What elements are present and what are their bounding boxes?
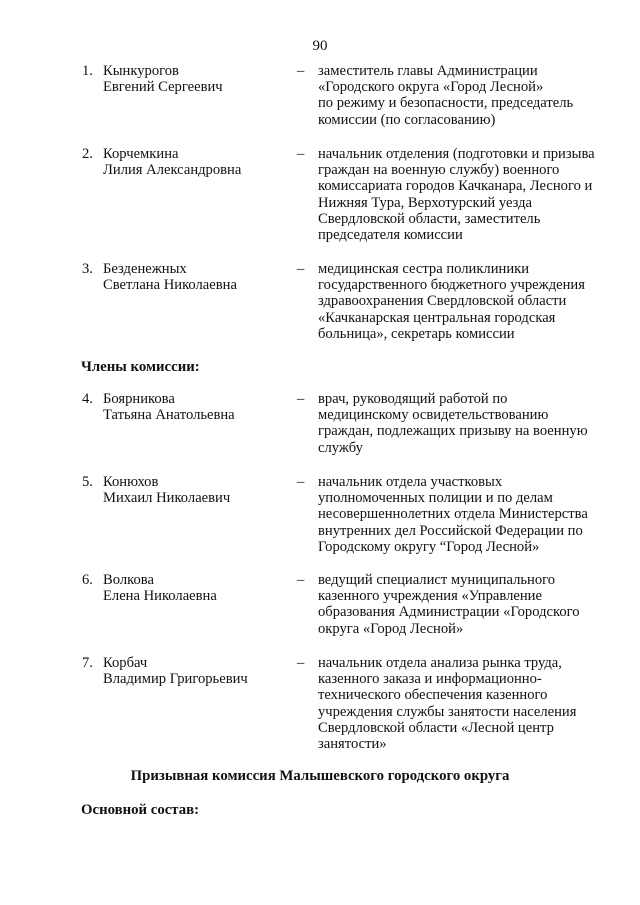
- role-line: начальник отделения (подготовки и призыва: [318, 146, 595, 162]
- main-composition-heading: Основной состав:: [81, 802, 200, 818]
- entry-number: 3.: [82, 261, 93, 277]
- role-line: службу: [318, 439, 363, 456]
- entry-number: 4.: [82, 391, 93, 407]
- member-entry-6: [0, 572, 640, 642]
- role-line: занятости»: [318, 736, 387, 753]
- member-role: [318, 261, 618, 342]
- role-line: по режиму и безопасности, председатель: [318, 95, 574, 112]
- member-surname: Боярникова: [103, 391, 175, 407]
- member-given-names: Елена Николаевна: [103, 588, 217, 605]
- member-name: [103, 474, 293, 506]
- role-line: внутренних дел Российской Федерации по: [318, 522, 583, 539]
- commission-title: Призывная комиссия Малышевского городского округа: [130, 768, 510, 784]
- member-role: [318, 474, 618, 555]
- member-given-names: Владимир Григорьевич: [103, 671, 248, 688]
- member-surname: Корчемкина: [103, 146, 179, 162]
- member-entry-2: [0, 146, 640, 246]
- page-number: 90: [312, 38, 328, 54]
- role-line: казенного заказа и информационно-: [318, 671, 542, 688]
- role-line: казенного учреждения «Управление: [318, 588, 542, 605]
- entry-dash: –: [297, 572, 305, 588]
- role-line: больница», секретарь комиссии: [318, 325, 515, 342]
- entry-number: 6.: [82, 572, 93, 588]
- role-line: граждан на военную службу) военного: [318, 162, 560, 179]
- role-line: начальник отдела анализа рынка труда,: [318, 655, 562, 671]
- role-line: уполномоченных полиции и по делам: [318, 490, 553, 507]
- member-surname: Конюхов: [103, 474, 159, 490]
- member-surname: Безденежных: [103, 261, 187, 277]
- member-given-names: Светлана Николаевна: [103, 277, 237, 294]
- member-name: [103, 391, 293, 423]
- entry-dash: –: [297, 655, 305, 671]
- member-name: [103, 146, 293, 178]
- member-entry-7: [0, 655, 640, 755]
- entry-number: 7.: [82, 655, 93, 671]
- member-surname: Корбач: [103, 655, 148, 671]
- role-line: технического обеспечения казенного: [318, 687, 548, 704]
- member-entry-5: [0, 474, 640, 559]
- role-line: Нижняя Тура, Верхотурский уезда: [318, 194, 533, 211]
- role-line: «Качканарская центральная городская: [318, 309, 556, 326]
- role-line: округа «Город Лесной»: [318, 620, 464, 637]
- role-line: ведущий специалист муниципального: [318, 572, 556, 588]
- member-role: [318, 63, 618, 128]
- role-line: медицинскому освидетельствованию: [318, 407, 549, 424]
- entry-dash: –: [297, 474, 305, 490]
- role-line: председателя комиссии: [318, 227, 463, 244]
- member-name: [103, 655, 293, 687]
- entry-dash: –: [297, 146, 305, 162]
- role-line: учреждения службы занятости населения: [318, 703, 577, 720]
- role-line: государственного бюджетного учреждения: [318, 277, 585, 294]
- member-role: [318, 655, 618, 752]
- member-name: [103, 572, 293, 604]
- member-surname: Волкова: [103, 572, 154, 588]
- member-entry-3: [0, 261, 640, 346]
- role-line: медицинская сестра поликлиники: [318, 261, 530, 277]
- member-given-names: Татьяна Анатольевна: [103, 407, 235, 424]
- member-name: [103, 63, 293, 95]
- role-line: несовершеннолетних отдела Министерства: [318, 506, 588, 523]
- member-surname: Кынкурогов: [103, 63, 179, 79]
- role-line: граждан, подлежащих призыву на военную: [318, 423, 588, 440]
- entry-dash: –: [297, 391, 305, 407]
- entry-number: 1.: [82, 63, 93, 79]
- role-line: врач, руководящий работой по: [318, 391, 508, 407]
- role-line: Свердловской области «Лесной центр: [318, 719, 554, 736]
- entry-number: 5.: [82, 474, 93, 490]
- role-line: заместитель главы Администрации: [318, 63, 538, 79]
- members-heading: Члены комиссии:: [81, 359, 200, 375]
- role-line: начальник отдела участковых: [318, 474, 503, 490]
- role-line: Городскому округу “Город Лесной»: [318, 538, 540, 555]
- role-line: комиссариата городов Качканара, Лесного и: [318, 178, 593, 195]
- member-given-names: Евгений Сергеевич: [103, 79, 223, 96]
- member-given-names: Лилия Александровна: [103, 162, 242, 179]
- role-line: Свердловской области, заместитель: [318, 210, 541, 227]
- member-name: [103, 261, 293, 293]
- role-line: здравоохранения Свердловской области: [318, 293, 567, 310]
- entry-number: 2.: [82, 146, 93, 162]
- member-entry-4: [0, 391, 640, 461]
- member-given-names: Михаил Николаевич: [103, 490, 231, 507]
- entry-dash: –: [297, 261, 305, 277]
- role-line: образования Администрации «Городского: [318, 604, 580, 621]
- role-line: «Городского округа «Город Лесной»: [318, 79, 544, 96]
- member-entry-1: [0, 63, 640, 133]
- member-role: [318, 572, 618, 637]
- role-line: комиссии (по согласованию): [318, 111, 496, 128]
- member-role: [318, 146, 618, 243]
- member-role: [318, 391, 618, 456]
- entry-dash: –: [297, 63, 305, 79]
